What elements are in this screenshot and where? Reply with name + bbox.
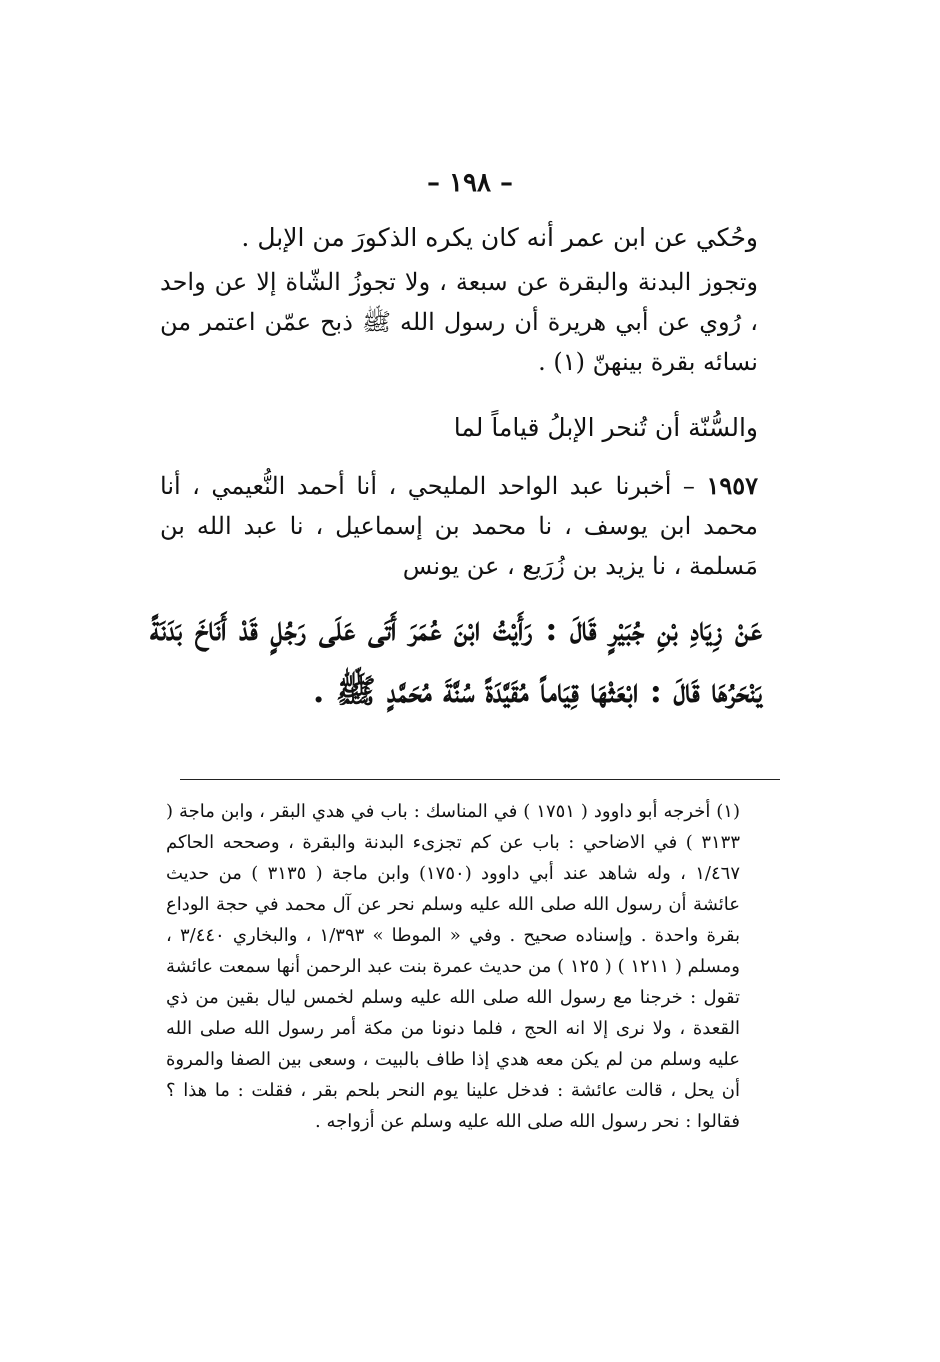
footnote: (١) أخرجه أبو داوود ( ١٧٥١ ) في المناسك : باب في هدي البقر ، وابن ماجة ( ٣١٣٣ ) في الاضاحي : باب عن كم تجزىء البدنة والبقرة ، وصححه الحاكم ١/٤٦٧ ، وله شاهد عند أبي داوود (١٧٥٠) وابن ماجة ( ٣١٣٥ ) من حديث عائشة أن رسول الله صلى الله عليه وسلم نحر عن آل محمد في حجة الوداع بقرة واحدة . وإسناده صحيح . وفي « الموطا » ١/٣٩٣ ، والبخاري ٣/٤٤٠ ، ومسلم ( ١٢١١ ) ( ١٢٥ ) من حديث عمرة بنت عبد الرحمن أنها سمعت عائشة تقول : خرجنا مع رسول الله صلى الله عليه وسلم لخمس ليال بقين من ذي القعدة ، ولا نرى إلا انه الحج ، فلما دنونا من مكة أمر رسول الله صلى الله عليه وسلم من لم يكن معه هدي إذا طاف بالبيت ، وسعى بين الصفا والمروة أن يحل ، قالت عائشة : فدخل علينا يوم النحر بلحم بقر ، فقلت : ما هذا ؟ فقالوا : نحر رسول الله صلى الله عليه وسلم عن أزواجه . <box>166 801 741 1132</box>
paragraph-ibn-umar: وحُكي عن ابن عمر أنه كان يكره الذكورَ من الإبل . <box>241 223 758 252</box>
isnad-text: – أخبرنا عبد الواحد المليحي ، أنا أحمد النُّعيمي ، أنا محمد ابن يوسف ، نا محمد بن إسماعيل ، نا عبد الله بن مَسلمة ، نا يزيد بن زُرَيع ، عن يونس <box>160 472 758 580</box>
paragraph-sunnah: والسُّنّة أن تُنحر الإبلُ قياماً لما <box>453 413 758 442</box>
hadith-text: عَنْ زِيَادِ بْنِ جُبَيْرٍ قَالَ : رَأَيْتُ ابْنَ عُمَرَ أَتَى عَلَى رَجُلٍ قَدْ أَنَاخَ بَدَنَةً يَنْحَرُهَا قَالَ : ابْعَثْهَا قِيَاماً مُقَيَّدَةً سُنَّةَ مُحَمَّدٍ ﷺ . <box>150 609 762 710</box>
hadith-number: ١٩٥٧ <box>706 471 758 500</box>
footnote-separator <box>180 779 780 780</box>
paragraph-isnad <box>160 466 758 586</box>
paragraph-badana: وتجوز البدنة والبقرة عن سبعة ، ولا تجوزُ الشّاة إلا عن واحد ، رُوي عن أبي هريرة أن رسول الله ﷺ ذبح عمّن اعتمر من نسائه بقرة بينهنّ (١) . <box>160 268 758 376</box>
page-number: – ١٩٨ – <box>426 168 514 198</box>
